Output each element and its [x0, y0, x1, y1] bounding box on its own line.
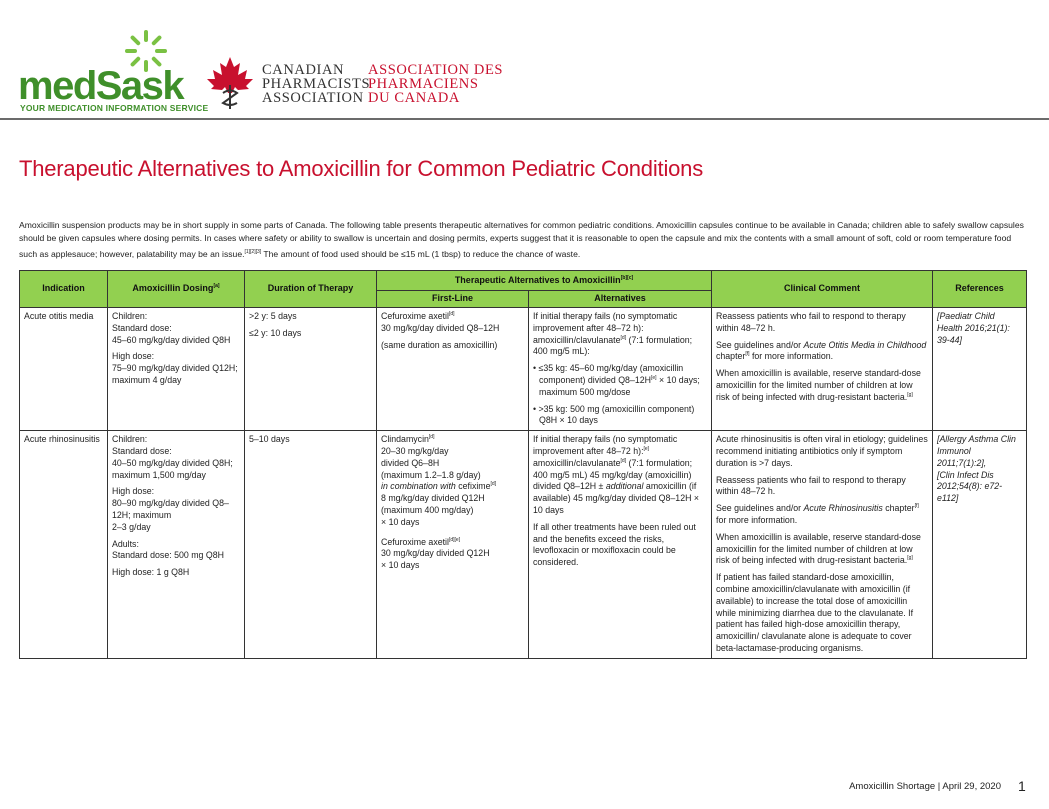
- cell-clinical-comment: Reassess patients who fail to respond to therapy within 48–72 h. See guidelines and/or Acute Otitis Media in Childhood chapter[f] for more information. When amoxicillin is available, reserve standard-dose amoxicillin for the limited number of children at low risk of being infected with drug-resistant bacteria.[g]: [712, 308, 933, 431]
- intro-paragraph: Amoxicillin suspension products may be in short supply in some parts of Canada. The following table presents therapeutic alternatives for common pediatric conditions. Amoxicillin capsules continue to be available in Canada; children able to safely swallow capsules should be given capsules where dosing permits. In cases where safety or ability to swallow is uncertain and dosing permits, experts suggest that it is reasonable to open the capsule and mix the contents with a small amount of soft, cold or room temperature food such as applesauce; however, palatability may be an issue.[1][2][3] The amount of food used should be ≤15 mL (1 tbsp) to reduce the chance of waste.: [19, 220, 1024, 259]
- cell-references: [Allergy Asthma Clin Immunol 2011;7(1):2], [Clin Infect Dis 2012;54(8): e72-e112]: [933, 431, 1027, 659]
- cell-duration: 5–10 days: [245, 431, 377, 659]
- header-indication: Indication: [20, 271, 108, 308]
- header-dosing: Amoxicillin Dosing[a]: [108, 271, 245, 308]
- header-divider: [0, 118, 1049, 120]
- cell-clinical-comment: Acute rhinosinusitis is often viral in etiology; guidelines recommend initiating antibiotics only if symptom duration is >7 days. Reassess patients who fail to respond to therapy within 48–72 h. See guidelines and/or Acute Rhinosinusitis chapter[f] for more information. When amoxicillin is available, reserve standard-dose amoxicillin for the limited number of children at low risk of being infected with drug-resistant bacteria.[g] If patient has failed standard-dose amoxicillin, combine amoxicillin/clavulanate with amoxicillin (if available) to increase the total dose of amoxicillin while minimizing diarrhea due to the clavulanate. If patient has failed high-dose amoxicillin therapy, amoxicillin/ clavulanate alone is adequate to cover beta-lactamase-producing organisms.: [712, 431, 933, 659]
- cell-first-line: Clindamycin[d] 20–30 mg/kg/day divided Q6–8H (maximum 1.2–1.8 g/day) in combination with cefixime[d] 8 mg/kg/day divided Q12H (maximum 400 mg/day) × 10 days Cefuroxime axetil[d][e] 30 mg/kg/day divided Q12H × 10 days: [377, 431, 529, 659]
- medsask-wordmark: medSask: [18, 64, 184, 108]
- header-clinical-comment: Clinical Comment: [712, 271, 933, 308]
- cpha-maple-leaf-icon: [205, 55, 255, 111]
- header-first-line: First-Line: [377, 291, 529, 308]
- medsask-tagline: YOUR MEDICATION INFORMATION SERVICE: [20, 103, 209, 113]
- cell-first-line: Cefuroxime axetil[d] 30 mg/kg/day divided Q8–12H (same duration as amoxicillin): [377, 308, 529, 431]
- cell-dosing: Children: Standard dose: 40–50 mg/kg/day divided Q8H; maximum 1,500 mg/day High dose: 80–90 mg/kg/day divided Q8–12H; maximum 2–3 g/day Adults: Standard dose: 500 mg Q8H High dose: 1 g Q8H: [108, 431, 245, 659]
- cell-alternatives: If initial therapy fails (no symptomatic improvement after 48–72 h): amoxicillin/clavulanate[d] (7:1 formulation; 400 mg/5 mL): • ≤35 kg: 45–60 mg/kg/day (amoxicillin component) divided Q8–12H[e] × 10 days; maximum 500 mg/dose • >35 kg: 500 mg (amoxicillin component) Q8H × 10 days: [529, 308, 712, 431]
- footer-label: Amoxicillin Shortage | April 29, 2020: [849, 781, 1001, 792]
- page-number: 1: [1018, 778, 1026, 794]
- table-row: [20, 308, 1027, 431]
- header-references: References: [933, 271, 1027, 308]
- cpha-name-fr: ASSOCIATION DES PHARMACIENS DU CANADA: [368, 62, 504, 106]
- cell-alternatives: If initial therapy fails (no symptomatic improvement after 48–72 h):[e] amoxicillin/clavulanate[d] (7:1 formulation; 400 mg/5 mL) 45 mg/kg/day (amoxicillin) divided Q8–12H ± additional amoxicillin (if available) 45 mg/kg/day divided Q8–12H × 10 days If all other treatments have been ruled out and the benefits exceed the risks, levofloxacin or moxifloxacin could be considered.: [529, 431, 712, 659]
- header-alternatives: Alternatives: [529, 291, 712, 308]
- cell-dosing: Children: Standard dose: 45–60 mg/kg/day divided Q8H High dose: 75–90 mg/kg/day divided Q12H; maximum 4 g/day: [108, 308, 245, 431]
- page-title: Therapeutic Alternatives to Amoxicillin for Common Pediatric Conditions: [19, 156, 703, 181]
- medsask-logo: [18, 28, 209, 114]
- cell-indication: Acute otitis media: [20, 308, 108, 431]
- cell-indication: Acute rhinosinusitis: [20, 431, 108, 659]
- alternatives-table: [19, 270, 1027, 659]
- cpha-name-en: CANADIAN PHARMACISTS ASSOCIATION: [262, 62, 371, 106]
- cell-duration: >2 y: 5 days ≤2 y: 10 days: [245, 308, 377, 431]
- cell-references: [Paediatr Child Health 2016;21(1): 39-44]: [933, 308, 1027, 431]
- page-header: [0, 0, 1049, 118]
- header-duration: Duration of Therapy: [245, 271, 377, 308]
- header-alternatives-group: Therapeutic Alternatives to Amoxicillin[b][c]: [377, 271, 712, 291]
- table-row: [20, 431, 1027, 659]
